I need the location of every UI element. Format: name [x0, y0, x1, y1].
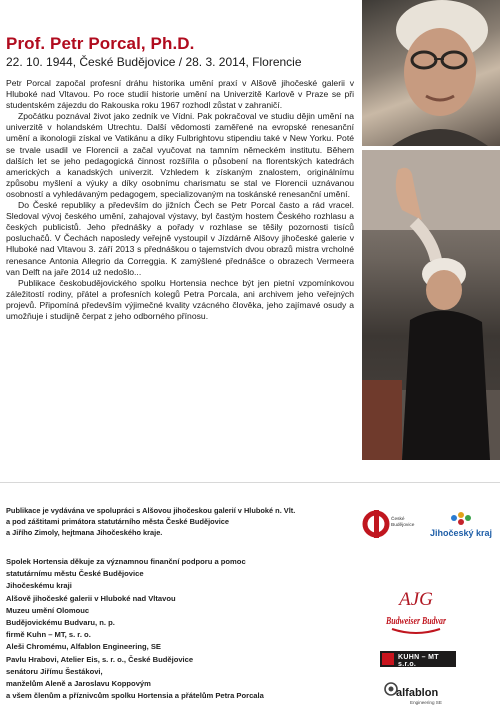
jihocesky-kraj-label: Jihočeský kraj — [429, 528, 493, 538]
city-emblem-icon — [363, 508, 391, 540]
ajg-logo — [394, 587, 438, 609]
thanks-line: Alšově jihočeské galerii v Hluboké nad Vltavou — [6, 593, 176, 603]
thanks-heading: Spolek Hortensia děkuje za významnou finanční podporu a pomoc — [6, 557, 246, 566]
thanks-line: a všem členům a příznivcům spolku Hortensia a přátelům Petra Porcala — [6, 691, 264, 701]
ajg-label: AJG — [399, 589, 433, 610]
alfablon-label: alfablon — [396, 687, 439, 699]
pub-line: Publikace je vydávána ve spolupráci s Alšovou jihočeskou galerií v Hluboké n. Vlt. — [6, 506, 296, 515]
budweiser-budvar-logo — [384, 611, 448, 637]
thanks-line: Budějovickému Budvaru, n. p. — [6, 618, 115, 628]
jihocesky-kraj-logo — [426, 510, 496, 540]
pub-line: a Jiřího Zimoly, hejtmana Jihočeského kraje. — [6, 527, 163, 537]
bio-paragraph: Zpočátku poznával život jako zedník ve Vídni. Pak pokračoval ve studiu dějin umění na univerzitě v holandském Utrechtu. Další vědomosti zaměřené na evropské renesanční umění a ikonologii získal ve Vatikánu a díky Fulbrightovu stipendiu také v New Yorku. Poté se trvale usadil ve Florencii a začal vyučovat na tamním německém institutu. Během dalších let se jeho pedagogická činnost rozšířila o působení na florentských katedrách amerických a kanadských univerzit. Vzhledem k získaným znalostem, originálnímu způsobu myšlení a výuky a díky osobnímu charismatu se stal ve Florencii uznávanou osobností a vyhledávaným pedagogem, specializovaným na toskánské renesanční umění. — [6, 111, 354, 199]
life-dates: 22. 10. 1944, České Budějovice / 28. 3. 2014, Florencie — [6, 55, 302, 69]
ceske-budejovice-logo — [363, 508, 415, 540]
portrait-photo — [362, 0, 500, 146]
divider — [0, 482, 500, 483]
thanks-line: firmě Kuhn – MT, s. r. o. — [6, 630, 91, 640]
page-title: Prof. Petr Porcal, Ph.D. — [6, 34, 195, 53]
waving-photo — [362, 150, 500, 460]
publication-info — [6, 506, 346, 538]
thanks-line: Muzeu umění Olomouc — [6, 605, 90, 615]
alfablon-sublabel: Engineering SE — [410, 700, 442, 705]
bio-paragraph: Petr Porcal započal profesní dráhu historika umění praxí v Alšově jihočeské galerii v Hluboké nad Vltavou. Po roce studií historie umění na Univerzitě Karlově v Praze se při studentském zájezdu do Rakouska roku 1967 rozhodl zůstat v zahraničí. — [6, 78, 354, 111]
budweiser-label: Budweiser Budvar — [385, 615, 447, 627]
alfablon-logo — [382, 678, 460, 708]
region-emblem-icon — [426, 510, 496, 528]
thanks-line: Pavlu Hrabovi, Atelier Eis, s. r. o., České Budějovice — [6, 654, 194, 664]
bio-paragraph: Publikace českobudějovického spolku Hortensia nechce být jen pietní vzpomínkovou záležitostí rodiny, přátel a profesních kolegů Petra Porcala, ani archivem jeho veřejných projevů. Připomíná především výjimečné kvality vzácného člověka, jeho zajímavé osudy a umožňuje i studijně čerpat z jeho odborného přínosu. — [6, 277, 354, 321]
thanks-line: Jihočeskému kraji — [6, 581, 72, 591]
thanks-line: manželům Aleně a Jaroslavu Koppovým — [6, 679, 151, 689]
acknowledgements — [6, 556, 351, 702]
pub-line: a pod záštitami primátora statutárního města České Budějovice — [6, 516, 230, 526]
kuhn-label: KUHN – MT s.r.o. — [398, 654, 439, 668]
thanks-line: statutárnímu městu České Budějovice — [6, 569, 144, 579]
ceske-budejovice-label: České Budějovice — [391, 517, 415, 528]
thanks-line: Aleši Chromému, Alfablon Engineering, SE — [6, 642, 161, 652]
biography — [6, 78, 354, 322]
thanks-line: senátoru Jiřímu Šestákovi, — [6, 666, 103, 676]
kuhn-mt-logo — [380, 651, 456, 667]
bio-paragraph: Do České republiky a především do jižních Čech se Petr Porcal často a rád vracel. Sledoval vývoj českého umění, zahajoval výstavy, byl častým hostem Českého rozhlasu a českých publicistů. Jeho přednášky a pořady v rozhlase se těšily pozornosti tisíců posluchačů. V Čechách naposledy veřejně vystoupil v Jízdárně Alšovy jihočeské galerie v Hluboké nad Vltavou 3. září 2013 s přednáškou o tajemstvích dvou obrazů mistra vrcholné renesance Antonia Allegrio da Correggia. K zamýšlené přednášce o obrazech Vermeera van Delft na jaře 2014 už nedošlo... — [6, 200, 354, 277]
